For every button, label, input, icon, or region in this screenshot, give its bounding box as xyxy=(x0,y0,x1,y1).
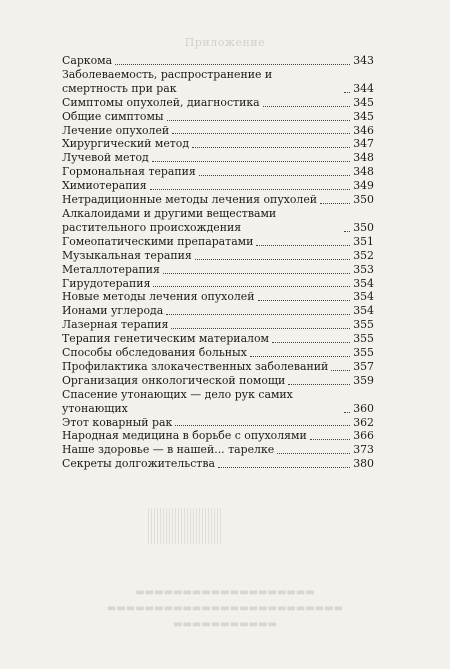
entry-title: Заболеваемость, распространение и смертность при рак xyxy=(62,67,273,95)
entry-page: 350 xyxy=(353,220,374,234)
dot-leader xyxy=(263,106,351,107)
entry-title: Лучевой метод xyxy=(62,151,149,165)
entry-page: 355 xyxy=(353,318,374,332)
dot-leader xyxy=(153,286,350,287)
entry-title: Химиотерапия xyxy=(62,179,147,193)
toc-entry xyxy=(62,124,374,138)
entry-page: 355 xyxy=(353,332,374,346)
dot-leader xyxy=(171,328,350,329)
entry-title: Терапия генетическим материалом xyxy=(62,332,270,346)
toc-entry xyxy=(62,374,374,388)
dot-leader xyxy=(175,425,350,426)
toc-entry xyxy=(62,443,374,457)
toc-entry xyxy=(62,96,374,110)
entry-title: Музыкальная терапия xyxy=(62,248,192,262)
show-through-text: ▬▬▬▬▬▬▬▬▬▬▬▬▬▬▬▬▬▬▬▬▬▬▬▬▬ xyxy=(106,603,344,614)
entry-title: Лечение опухолей xyxy=(62,123,170,137)
entry-page: 346 xyxy=(353,123,374,137)
toc-entry xyxy=(62,263,374,277)
entry-title: Гормональная терапия xyxy=(62,165,196,179)
toc-entry xyxy=(62,416,374,430)
entry-page: 352 xyxy=(353,248,374,262)
toc-entry xyxy=(62,165,374,179)
entry-page: 343 xyxy=(353,54,374,67)
dot-leader xyxy=(258,300,351,301)
dot-leader xyxy=(192,147,350,148)
toc-entry xyxy=(62,137,374,151)
dot-leader xyxy=(310,439,350,440)
dot-leader xyxy=(218,467,350,468)
toc-entry xyxy=(62,249,374,263)
toc-entry xyxy=(62,151,374,165)
dot-leader xyxy=(166,314,350,315)
entry-page: 354 xyxy=(353,304,374,318)
toc-entry xyxy=(62,457,374,471)
toc-entry xyxy=(62,332,374,346)
toc-entry xyxy=(62,304,374,318)
dot-leader xyxy=(172,133,350,134)
entry-page: 373 xyxy=(353,443,374,457)
toc-entry xyxy=(62,110,374,124)
table-of-contents xyxy=(62,54,374,471)
dot-leader xyxy=(256,245,350,246)
entry-title: Гомеопатическими препаратами xyxy=(62,234,254,248)
entry-title: Способы обследования больных xyxy=(62,346,247,360)
entry-page: 354 xyxy=(353,276,374,290)
entry-title: Наше здоровье — в нашей... тарелке xyxy=(62,443,275,457)
dot-leader xyxy=(331,370,350,371)
entry-page: 349 xyxy=(353,179,374,193)
toc-entry xyxy=(62,68,374,96)
dot-leader xyxy=(344,231,350,232)
entry-page: 344 xyxy=(353,81,374,95)
toc-entry xyxy=(62,290,374,304)
toc-entry xyxy=(62,193,374,207)
entry-title: Спасение утонающих — дело рук самих утонающих xyxy=(62,387,293,415)
entry-page: 348 xyxy=(353,151,374,165)
dot-leader xyxy=(167,120,351,121)
entry-title: Профилактика злокачественных заболеваний xyxy=(62,359,329,373)
entry-page: 362 xyxy=(353,415,374,429)
toc-entry xyxy=(62,235,374,249)
dot-leader xyxy=(344,412,350,413)
entry-title: Организация онкологической помощи xyxy=(62,373,286,387)
entry-page: 380 xyxy=(353,457,374,471)
entry-title: Хирургический метод xyxy=(62,137,190,151)
toc-entry xyxy=(62,277,374,291)
dot-leader xyxy=(195,259,350,260)
toc-entry xyxy=(62,429,374,443)
entry-title: Металлотерапия xyxy=(62,262,160,276)
dot-leader xyxy=(277,453,350,454)
entry-title: Секреты долгожительства xyxy=(62,457,215,471)
entry-page: 345 xyxy=(353,109,374,123)
dot-leader xyxy=(288,384,350,385)
entry-title: Лазерная терапия xyxy=(62,318,169,332)
show-through-text: ▬▬▬▬▬▬▬▬▬▬▬ xyxy=(173,619,277,630)
entry-page: 360 xyxy=(353,401,374,415)
dot-leader xyxy=(115,64,350,65)
dot-leader xyxy=(320,203,350,204)
toc-entry xyxy=(62,318,374,332)
entry-title: Народная медицина в борьбе с опухолями xyxy=(62,429,307,443)
entry-title: Гирудотерапия xyxy=(62,276,151,290)
dot-leader xyxy=(272,342,350,343)
entry-page: 366 xyxy=(353,429,374,443)
entry-title: Алкалоидами и другими веществами растительного происхождения xyxy=(62,206,277,234)
dot-leader xyxy=(163,273,350,274)
show-through-barcode xyxy=(148,508,223,544)
entry-title: Нетрадиционные методы лечения опухолей xyxy=(62,193,318,207)
entry-page: 345 xyxy=(353,95,374,109)
entry-page: 354 xyxy=(353,290,374,304)
entry-page: 355 xyxy=(353,346,374,360)
entry-title: Ионами углерода xyxy=(62,304,164,318)
toc-entry xyxy=(62,54,374,68)
entry-title: Саркома xyxy=(62,54,113,67)
toc-entry xyxy=(62,388,374,416)
entry-title: Общие симптомы xyxy=(62,109,164,123)
dot-leader xyxy=(344,92,350,93)
entry-title: Симптомы опухолей, диагностика xyxy=(62,95,260,109)
dot-leader xyxy=(152,161,350,162)
entry-page: 350 xyxy=(353,193,374,207)
entry-page: 347 xyxy=(353,137,374,151)
toc-entry xyxy=(62,360,374,374)
toc-entry xyxy=(62,207,374,235)
dot-leader xyxy=(150,189,351,190)
entry-page: 357 xyxy=(353,359,374,373)
entry-page: 353 xyxy=(353,262,374,276)
dot-leader xyxy=(250,356,350,357)
entry-page: 348 xyxy=(353,165,374,179)
entry-title: Новые методы лечения опухолей xyxy=(62,290,255,304)
toc-entry xyxy=(62,346,374,360)
dot-leader xyxy=(199,175,350,176)
show-through-text: ▬▬▬▬▬▬▬▬▬▬▬▬▬▬▬▬▬▬▬ xyxy=(135,587,315,598)
entry-page: 359 xyxy=(353,373,374,387)
toc-entry xyxy=(62,179,374,193)
entry-page: 351 xyxy=(353,234,374,248)
running-header: Приложение xyxy=(184,36,266,49)
entry-title: Этот коварный рак xyxy=(62,415,173,429)
